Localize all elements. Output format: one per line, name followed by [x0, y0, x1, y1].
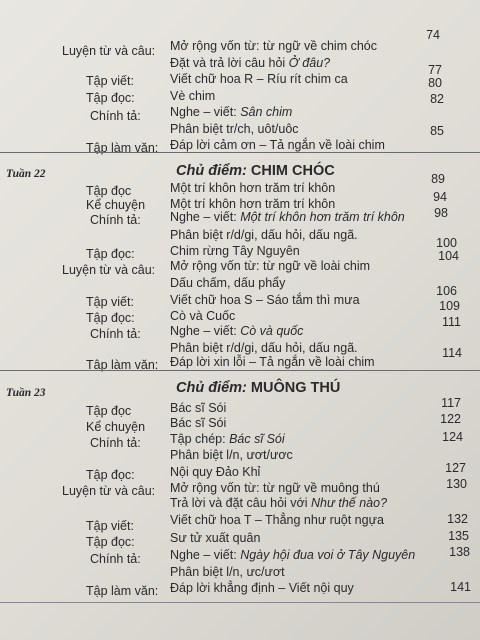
page-number: 132	[447, 512, 468, 526]
lesson-entry: Mở rộng vốn từ: từ ngữ về muông thú	[170, 481, 380, 495]
lesson-entry: Bác sĩ Sói	[170, 401, 227, 415]
page-number: 138	[449, 545, 470, 559]
lesson-entry: Mở rộng vốn từ: từ ngữ về loài chim	[170, 259, 371, 273]
lesson-entry: Mở rộng vốn từ: từ ngữ về chim chóc	[170, 39, 377, 53]
page-number: 111	[441, 315, 461, 329]
lesson-entry: Đặt và trả lời câu hỏi Ở đâu?	[170, 56, 331, 70]
page-number: 114	[442, 346, 462, 360]
lesson-entry: Sư tử xuất quân	[170, 531, 261, 545]
page-number: 80	[428, 76, 442, 90]
page-number: 141	[450, 580, 471, 594]
page-number: 104	[438, 249, 459, 263]
lesson-entry: Viết chữ hoa T – Thẳng như ruột ngựa	[170, 513, 384, 527]
theme-title: Chủ điểm: CHIM CHÓC	[176, 163, 335, 179]
week-label: Tuần 22	[6, 168, 46, 180]
lesson-entry: Phân biệt l/n, ươt/ươc	[170, 448, 293, 462]
lesson-label: Tập đọc:	[86, 468, 135, 482]
section-divider	[0, 602, 480, 603]
lesson-entry: Vè chim	[170, 89, 216, 103]
lesson-label: Tập đọc	[86, 184, 132, 198]
lesson-label: Chính tả:	[90, 109, 141, 123]
lesson-entry: Đáp lời khẳng định – Viết nội quy	[170, 581, 354, 595]
lesson-entry: Viết chữ hoa R – Ríu rít chim ca	[170, 72, 348, 86]
lesson-label: Kể chuyện	[86, 198, 146, 212]
lesson-entry: Nội quy Đảo Khỉ	[170, 465, 261, 479]
page-number: 77	[428, 63, 442, 77]
lesson-label: Chính tả:	[90, 213, 141, 227]
lesson-label: Tập đọc:	[86, 311, 135, 325]
lesson-entry: Đáp lời cảm ơn – Tả ngắn về loài chim	[170, 138, 385, 152]
lesson-label: Tập viết:	[86, 74, 134, 88]
page-number: 117	[441, 396, 461, 410]
lesson-entry: Phân biệt r/d/gi, dấu hỏi, dấu ngã.	[170, 341, 358, 355]
page-number: 130	[446, 477, 467, 491]
lesson-label: Tập viết:	[86, 519, 134, 533]
lesson-label: Tập đọc:	[86, 535, 135, 549]
lesson-entry: Một trí khôn hơn trăm trí khôn	[170, 181, 336, 195]
lesson-entry: Đáp lời xin lỗi – Tả ngắn về loài chim	[170, 355, 375, 369]
lesson-label: Tập làm văn:	[86, 141, 159, 155]
lesson-entry: Trả lời và đặt câu hỏi với Như thế nào?	[170, 496, 388, 510]
lesson-label: Luyện từ và câu:	[62, 263, 156, 277]
page-number: 106	[436, 284, 457, 298]
page-number: 109	[439, 299, 460, 313]
section-divider	[0, 152, 480, 153]
week-label: Tuần 23	[6, 387, 46, 399]
page-number: 94	[433, 190, 447, 204]
section-divider	[0, 370, 480, 371]
lesson-entry: Chim rừng Tây Nguyên	[170, 244, 300, 258]
lesson-label: Luyện từ và câu:	[62, 44, 156, 58]
page-number: 85	[430, 124, 444, 138]
lesson-entry: Nghe – viết: Một trí khôn hơn trăm trí khôn	[170, 210, 405, 224]
lesson-label: Chính tả:	[90, 327, 141, 341]
lesson-label: Tập đọc:	[86, 91, 135, 105]
lesson-entry: Nghe – viết: Ngày hội đua voi ở Tây Nguyên	[170, 548, 416, 562]
lesson-label: Tập đọc:	[86, 247, 135, 261]
lesson-entry: Dấu chấm, dấu phẩy	[170, 276, 286, 290]
lesson-entry: Phân biệt tr/ch, uôt/uôc	[170, 122, 299, 136]
page-number: 100	[436, 236, 457, 250]
page-number: 98	[434, 206, 448, 220]
lesson-entry: Cò và Cuốc	[170, 309, 236, 323]
lesson-entry: Nghe – viết: Cò và quốc	[170, 324, 304, 338]
lesson-entry: Nghe – viết: Sân chim	[170, 105, 293, 119]
page-number: 124	[442, 430, 463, 444]
lesson-entry: Phân biệt r/d/gi, dấu hỏi, dấu ngã.	[170, 228, 358, 242]
page-number: 127	[445, 461, 466, 475]
page-number: 89	[431, 172, 445, 186]
lesson-label: Kể chuyện	[86, 420, 146, 434]
lesson-entry: Một trí khôn hơn trăm trí khôn	[170, 197, 336, 211]
lesson-label: Tập làm văn:	[86, 584, 159, 598]
lesson-label: Tập viết:	[86, 295, 134, 309]
page-number: 122	[440, 412, 461, 426]
page-number: 135	[448, 529, 469, 543]
lesson-entry: Tập chép: Bác sĩ Sói	[170, 432, 285, 446]
lesson-label: Luyện từ và câu:	[62, 484, 156, 498]
lesson-label: Chính tả:	[90, 436, 141, 450]
lesson-label: Tập đọc	[86, 404, 132, 418]
theme-title: Chủ điểm: MUÔNG THÚ	[176, 380, 341, 396]
page-number: 74	[426, 28, 440, 42]
lesson-entry: Phân biệt l/n, ưc/ươt	[170, 565, 285, 579]
lesson-label: Chính tả:	[90, 552, 141, 566]
lesson-label: Tập làm văn:	[86, 358, 159, 372]
page-number: 82	[430, 92, 444, 106]
lesson-entry: Bác sĩ Sói	[170, 416, 227, 430]
lesson-entry: Viết chữ hoa S – Sáo tắm thì mưa	[170, 293, 360, 307]
